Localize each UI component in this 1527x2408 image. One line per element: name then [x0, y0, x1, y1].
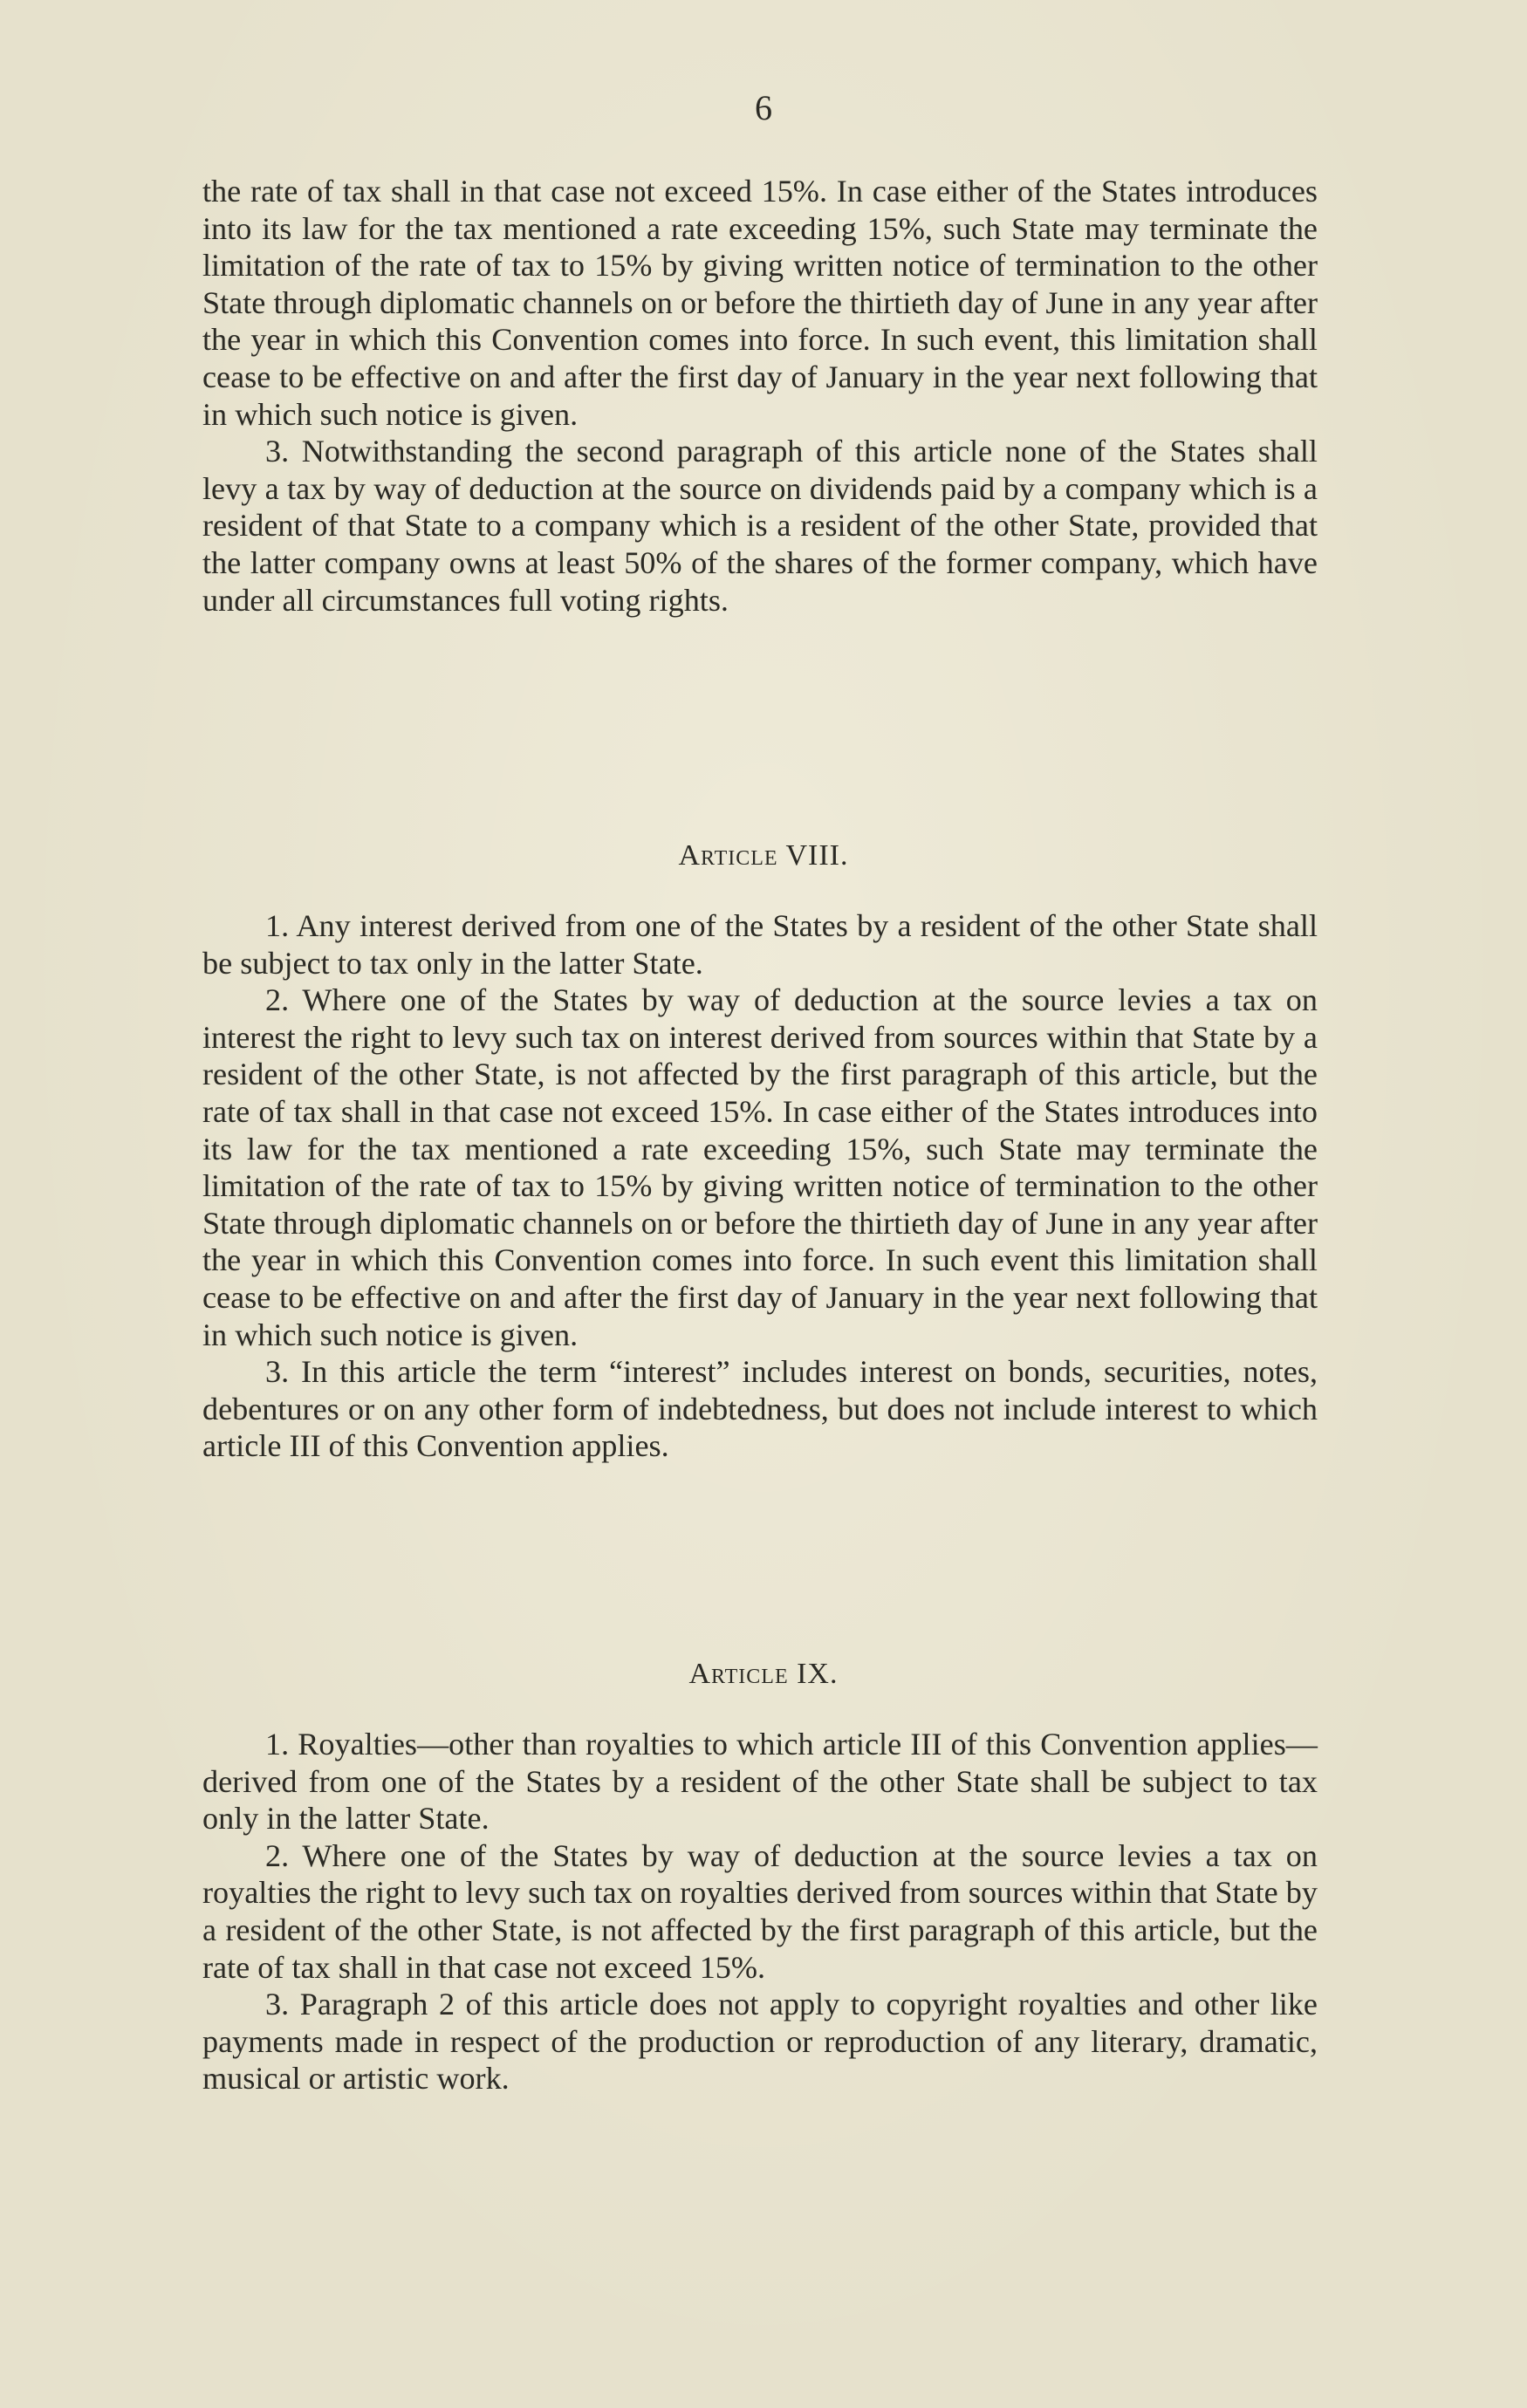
article-heading: Article VIII. — [678, 839, 849, 872]
paragraph: the rate of tax shall in that case not exceed 15%. In case either of the States introduces into its law for the tax mentioned a rate exceeding 15%, such State may terminate the limitation of the rate of tax to 15% by giving written notice of termination to the other State through diplomatic channels on or before the thirtieth day of June in any year after the year in which this Convention comes into force. In such event, this limitation shall cease to be effective on and after the first day of January in the year next following that in which such notice is given. — [202, 174, 1318, 432]
paragraph: 3. Notwithstanding the second paragraph of this article none of the States shall levy a tax by way of deduction at the source on dividends paid by a company which is a resident of that State to a company which is a resident of the other State, provided that the latter company owns at least 50% of the shares of the former company, which have under all circumstances full voting rights. — [202, 434, 1318, 618]
paragraph: 2. Where one of the States by way of deduction at the source levies a tax on royalties the right to levy such tax on royalties derived from sources within that State by a resident of the other State, is not affected by the first paragraph of this article, but the rate of tax shall in that case not exceed 15%. — [202, 1837, 1318, 1985]
article-ix-body — [202, 1726, 1318, 2097]
article-viii-body — [202, 907, 1318, 1465]
article-vii-continuation — [202, 173, 1318, 619]
paragraph: 3. In this article the term “interest” includes interest on bonds, securities, notes, debentures or on any other form of indebtedness, but does not include interest to which article III of this Convention applies. — [202, 1354, 1318, 1464]
paragraph: 1. Any interest derived from one of the States by a resident of the other State shall be subject to tax only in the latter State. — [202, 908, 1318, 981]
paragraph: 1. Royalties—other than royalties to which article III of this Convention applies—derived from one of the States by a resident of the other State shall be subject to tax only in the latter State. — [202, 1727, 1318, 1837]
article-heading: Article IX. — [688, 1658, 839, 1690]
paragraph: 2. Where one of the States by way of deduction at the source levies a tax on interest the right to levy such tax on interest derived from sources within that State by a resident of the other State, is not affected by the first paragraph of this article, but the rate of tax shall in that case not exceed 15%. In case either of the States introduces into its law for the tax mentioned a rate exceeding 15%, such State may terminate the limitation of the rate of tax to 15% by giving written notice of termination to the other State through diplomatic channels on or before the thirtieth day of June in any year after the year in which this Convention comes into force. In such event this limitation shall cease to be effective on and after the first day of January in the year next following that in which such notice is given. — [202, 982, 1318, 1352]
page-number: 6 — [755, 88, 772, 127]
paragraph: 3. Paragraph 2 of this article does not apply to copyright royalties and other like payments made in respect of the production or reproduction of any literary, dramatic, musical or artistic work. — [202, 1987, 1318, 2097]
